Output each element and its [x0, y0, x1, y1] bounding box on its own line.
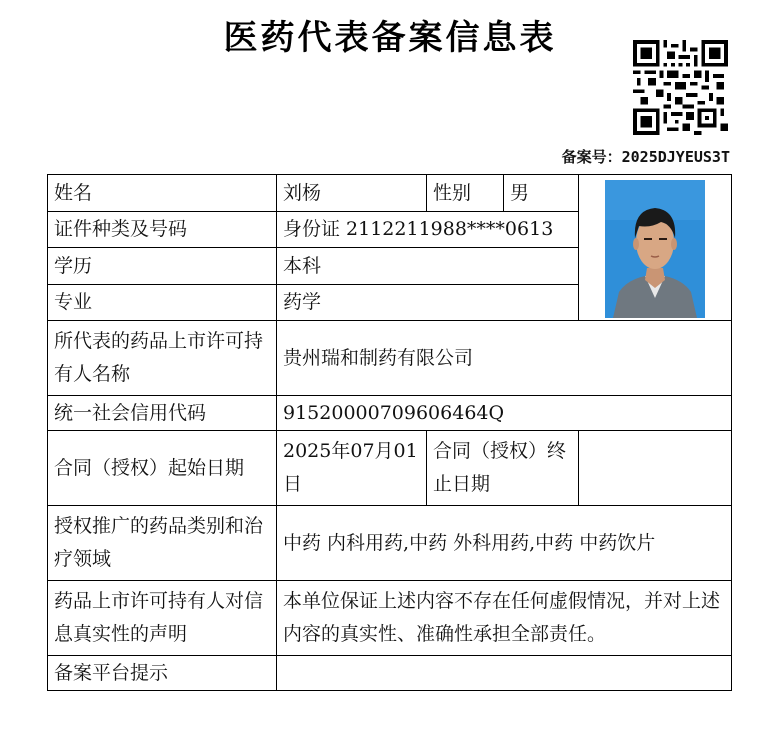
- person-photo: [605, 180, 705, 318]
- education-label: 学历: [48, 248, 277, 285]
- holder-label: 所代表的药品上市许可持有人名称: [48, 321, 277, 396]
- start-date-label: 合同（授权）起始日期: [48, 431, 277, 506]
- name-label: 姓名: [48, 175, 277, 212]
- holder-value: 贵州瑞和制药有限公司: [277, 321, 732, 396]
- credit-label: 统一社会信用代码: [48, 396, 277, 431]
- statement-label: 药品上市许可持有人对信息真实性的声明: [48, 581, 277, 656]
- record-number: 备案号：2025DJYEUS3T: [561, 148, 730, 166]
- category-label: 授权推广的药品类别和治疗领域: [48, 506, 277, 581]
- photo-cell: [579, 175, 732, 321]
- platform-tip-label: 备案平台提示: [48, 656, 277, 691]
- major-label: 专业: [48, 284, 277, 321]
- credit-value: 91520000709606464Q: [277, 396, 732, 431]
- platform-tip-value: [277, 656, 732, 691]
- end-date-label: 合同（授权）终止日期: [427, 431, 579, 506]
- qr-code-icon: [633, 40, 728, 135]
- page-title: 医药代表备案信息表: [223, 18, 557, 58]
- info-table: [47, 174, 732, 691]
- id-label: 证件种类及号码: [48, 211, 277, 248]
- gender-label: 性别: [427, 175, 504, 212]
- name-value: 刘杨: [277, 175, 427, 212]
- id-value: 身份证 2112211988****0613: [277, 211, 579, 248]
- education-value: 本科: [277, 248, 579, 285]
- category-value: 中药 内科用药,中药 外科用药,中药 中药饮片: [277, 506, 732, 581]
- start-date-value: 2025年07月01日: [277, 431, 427, 506]
- gender-value: 男: [504, 175, 579, 212]
- major-value: 药学: [277, 284, 579, 321]
- end-date-value: [579, 431, 732, 506]
- statement-value: 本单位保证上述内容不存在任何虚假情况，并对上述内容的真实性、准确性承担全部责任。: [277, 581, 732, 656]
